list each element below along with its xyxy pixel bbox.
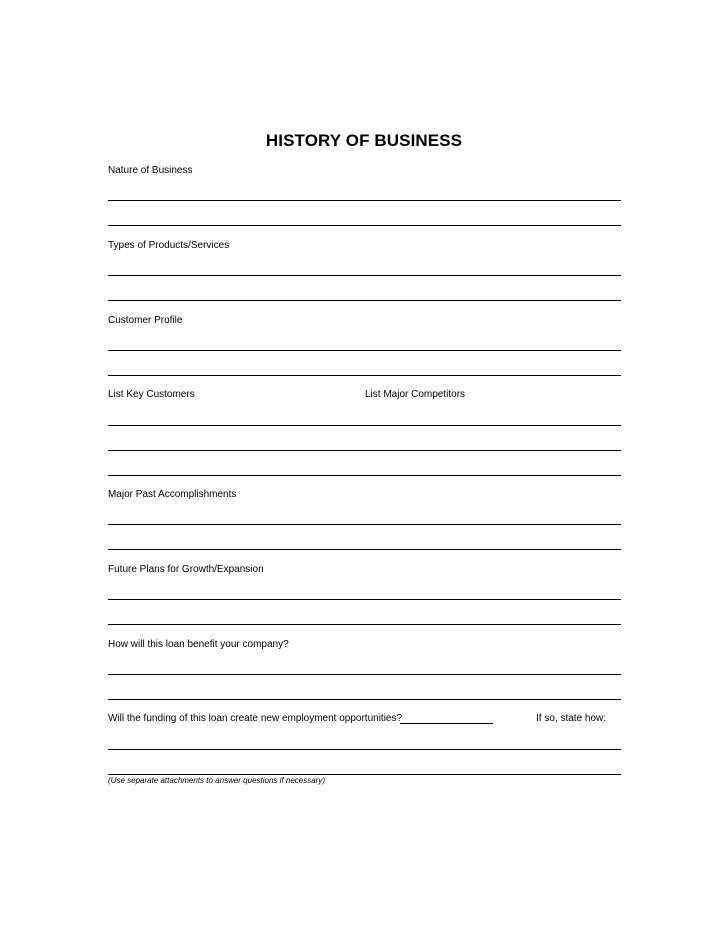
- loan-benefit-line-1[interactable]: [108, 674, 621, 675]
- key-customers-label: List Key Customers: [108, 389, 195, 400]
- products-services-line-1[interactable]: [108, 275, 621, 276]
- customer-profile-label: Customer Profile: [108, 315, 183, 326]
- accomplishments-line-2[interactable]: [108, 549, 621, 550]
- page-title: HISTORY OF BUSINESS: [265, 131, 463, 150]
- products-services-line-2[interactable]: [108, 300, 621, 301]
- employment-answer-line[interactable]: [400, 723, 493, 724]
- products-services-label: Types of Products/Services: [108, 240, 230, 251]
- nature-of-business-line-1[interactable]: [108, 200, 621, 201]
- customer-profile-line-1[interactable]: [108, 350, 621, 351]
- accomplishments-line-1[interactable]: [108, 524, 621, 525]
- future-plans-line-2[interactable]: [108, 624, 621, 625]
- nature-of-business-line-2[interactable]: [108, 225, 621, 226]
- nature-of-business-label: Nature of Business: [108, 165, 193, 176]
- loan-benefit-label: How will this loan benefit your company?: [108, 639, 289, 650]
- loan-benefit-line-2[interactable]: [108, 699, 621, 700]
- future-plans-label: Future Plans for Growth/Expansion: [108, 564, 264, 575]
- future-plans-line-1[interactable]: [108, 599, 621, 600]
- if-so-label: If so, state how:: [536, 713, 607, 724]
- major-competitors-label: List Major Competitors: [365, 389, 466, 400]
- accomplishments-label: Major Past Accomplishments: [108, 489, 237, 500]
- employment-question-label: Will the funding of this loan create new employment opportunities?: [108, 713, 403, 724]
- customers-competitors-line-3[interactable]: [108, 475, 621, 476]
- footnote: (Use separate attachments to answer questions if necessary): [108, 776, 325, 785]
- customers-competitors-line-1[interactable]: [108, 425, 621, 426]
- customers-competitors-line-2[interactable]: [108, 450, 621, 451]
- employment-line-2[interactable]: [108, 774, 621, 775]
- customer-profile-line-2[interactable]: [108, 375, 621, 376]
- employment-line-1[interactable]: [108, 749, 621, 750]
